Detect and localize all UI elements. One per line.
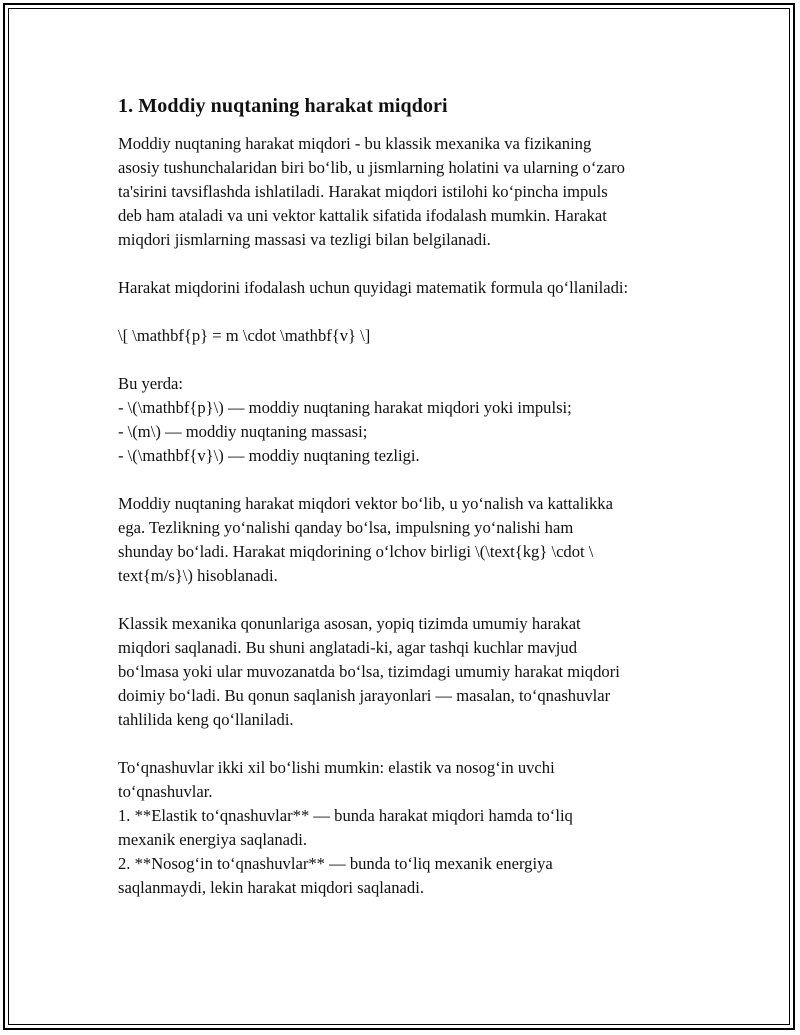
list-item: 2. **Nosog‘in to‘qnashuvlar** — bunda to‘liq mexanik energiya — [118, 854, 553, 873]
paragraph-vector — [118, 492, 698, 588]
paragraph-formula-intro — [118, 276, 698, 300]
paragraph-formula — [118, 324, 698, 348]
text-line: To‘qnashuvlar ikki xil bo‘lishi mumkin: elastik va nosog‘in uvchi — [118, 758, 555, 777]
list-item: 1. **Elastik to‘qnashuvlar** — bunda harakat miqdori hamda to‘liq — [118, 806, 573, 825]
paragraph-definitions — [118, 372, 698, 468]
text-line: ega. Tezlikning yo‘nalishi qanday bo‘lsa, impulsning yo‘nalishi ham — [118, 518, 574, 537]
paragraph-conservation — [118, 612, 698, 732]
text-line: Klassik mexanika qonunlariga asosan, yopiq tizimda umumiy harakat — [118, 614, 581, 633]
text-line: asosiy tushunchalaridan biri bo‘lib, u jismlarning holatini va ularning o‘zaro — [118, 158, 625, 177]
text-line: ta'sirini tavsiflashda ishlatiladi. Harakat miqdori istilohi ko‘pincha impuls — [118, 182, 608, 201]
text-line: miqdori jismlarning massasi va tezligi bilan belgilanadi. — [118, 230, 491, 249]
list-item: - \(\mathbf{v}\) — moddiy nuqtaning tezligi. — [118, 446, 420, 465]
text-line: Moddiy nuqtaning harakat miqdori vektor bo‘lib, u yo‘nalish va kattalikka — [118, 494, 613, 513]
text-line: doimiy bo‘ladi. Bu qonun saqlanish jarayonlari — masalan, to‘qnashuvlar — [118, 686, 611, 705]
text-line: mexanik energiya saqlanadi. — [118, 830, 308, 849]
text-line: bo‘lmasa yoki ular muvozanatda bo‘lsa, tizimdagi umumiy harakat miqdori — [118, 662, 620, 681]
text-line: tahlilida keng qo‘llaniladi. — [118, 710, 294, 729]
paragraph-intro — [118, 132, 698, 252]
document-body — [118, 92, 698, 900]
text-line: miqdori saqlanadi. Bu shuni anglatadi-ki, agar tashqi kuchlar mavjud — [118, 638, 577, 657]
text-line: Harakat miqdorini ifodalash uchun quyidagi matematik formula qo‘llaniladi: — [118, 278, 629, 297]
text-line: Moddiy nuqtaning harakat miqdori - bu klassik mexanika va fizikaning — [118, 134, 592, 153]
paragraph-collisions — [118, 756, 698, 900]
list-item: - \(m\) — moddiy nuqtaning massasi; — [118, 422, 368, 441]
formula-line: \[ \mathbf{p} = m \cdot \mathbf{v} \] — [118, 326, 371, 345]
section-heading: 1. Moddiy nuqtaning harakat miqdori — [118, 95, 448, 117]
text-line: Bu yerda: — [118, 374, 183, 393]
text-line: text{m/s}\) hisoblanadi. — [118, 566, 278, 585]
text-line: shunday bo‘ladi. Harakat miqdorining o‘lchov birligi \(\text{kg} \cdot \ — [118, 542, 594, 561]
list-item: - \(\mathbf{p}\) — moddiy nuqtaning harakat miqdori yoki impulsi; — [118, 398, 572, 417]
text-line: to‘qnashuvlar. — [118, 782, 213, 801]
text-line: saqlanmaydi, lekin harakat miqdori saqlanadi. — [118, 878, 424, 897]
text-line: deb ham ataladi va uni vektor kattalik sifatida ifodalash mumkin. Harakat — [118, 206, 607, 225]
